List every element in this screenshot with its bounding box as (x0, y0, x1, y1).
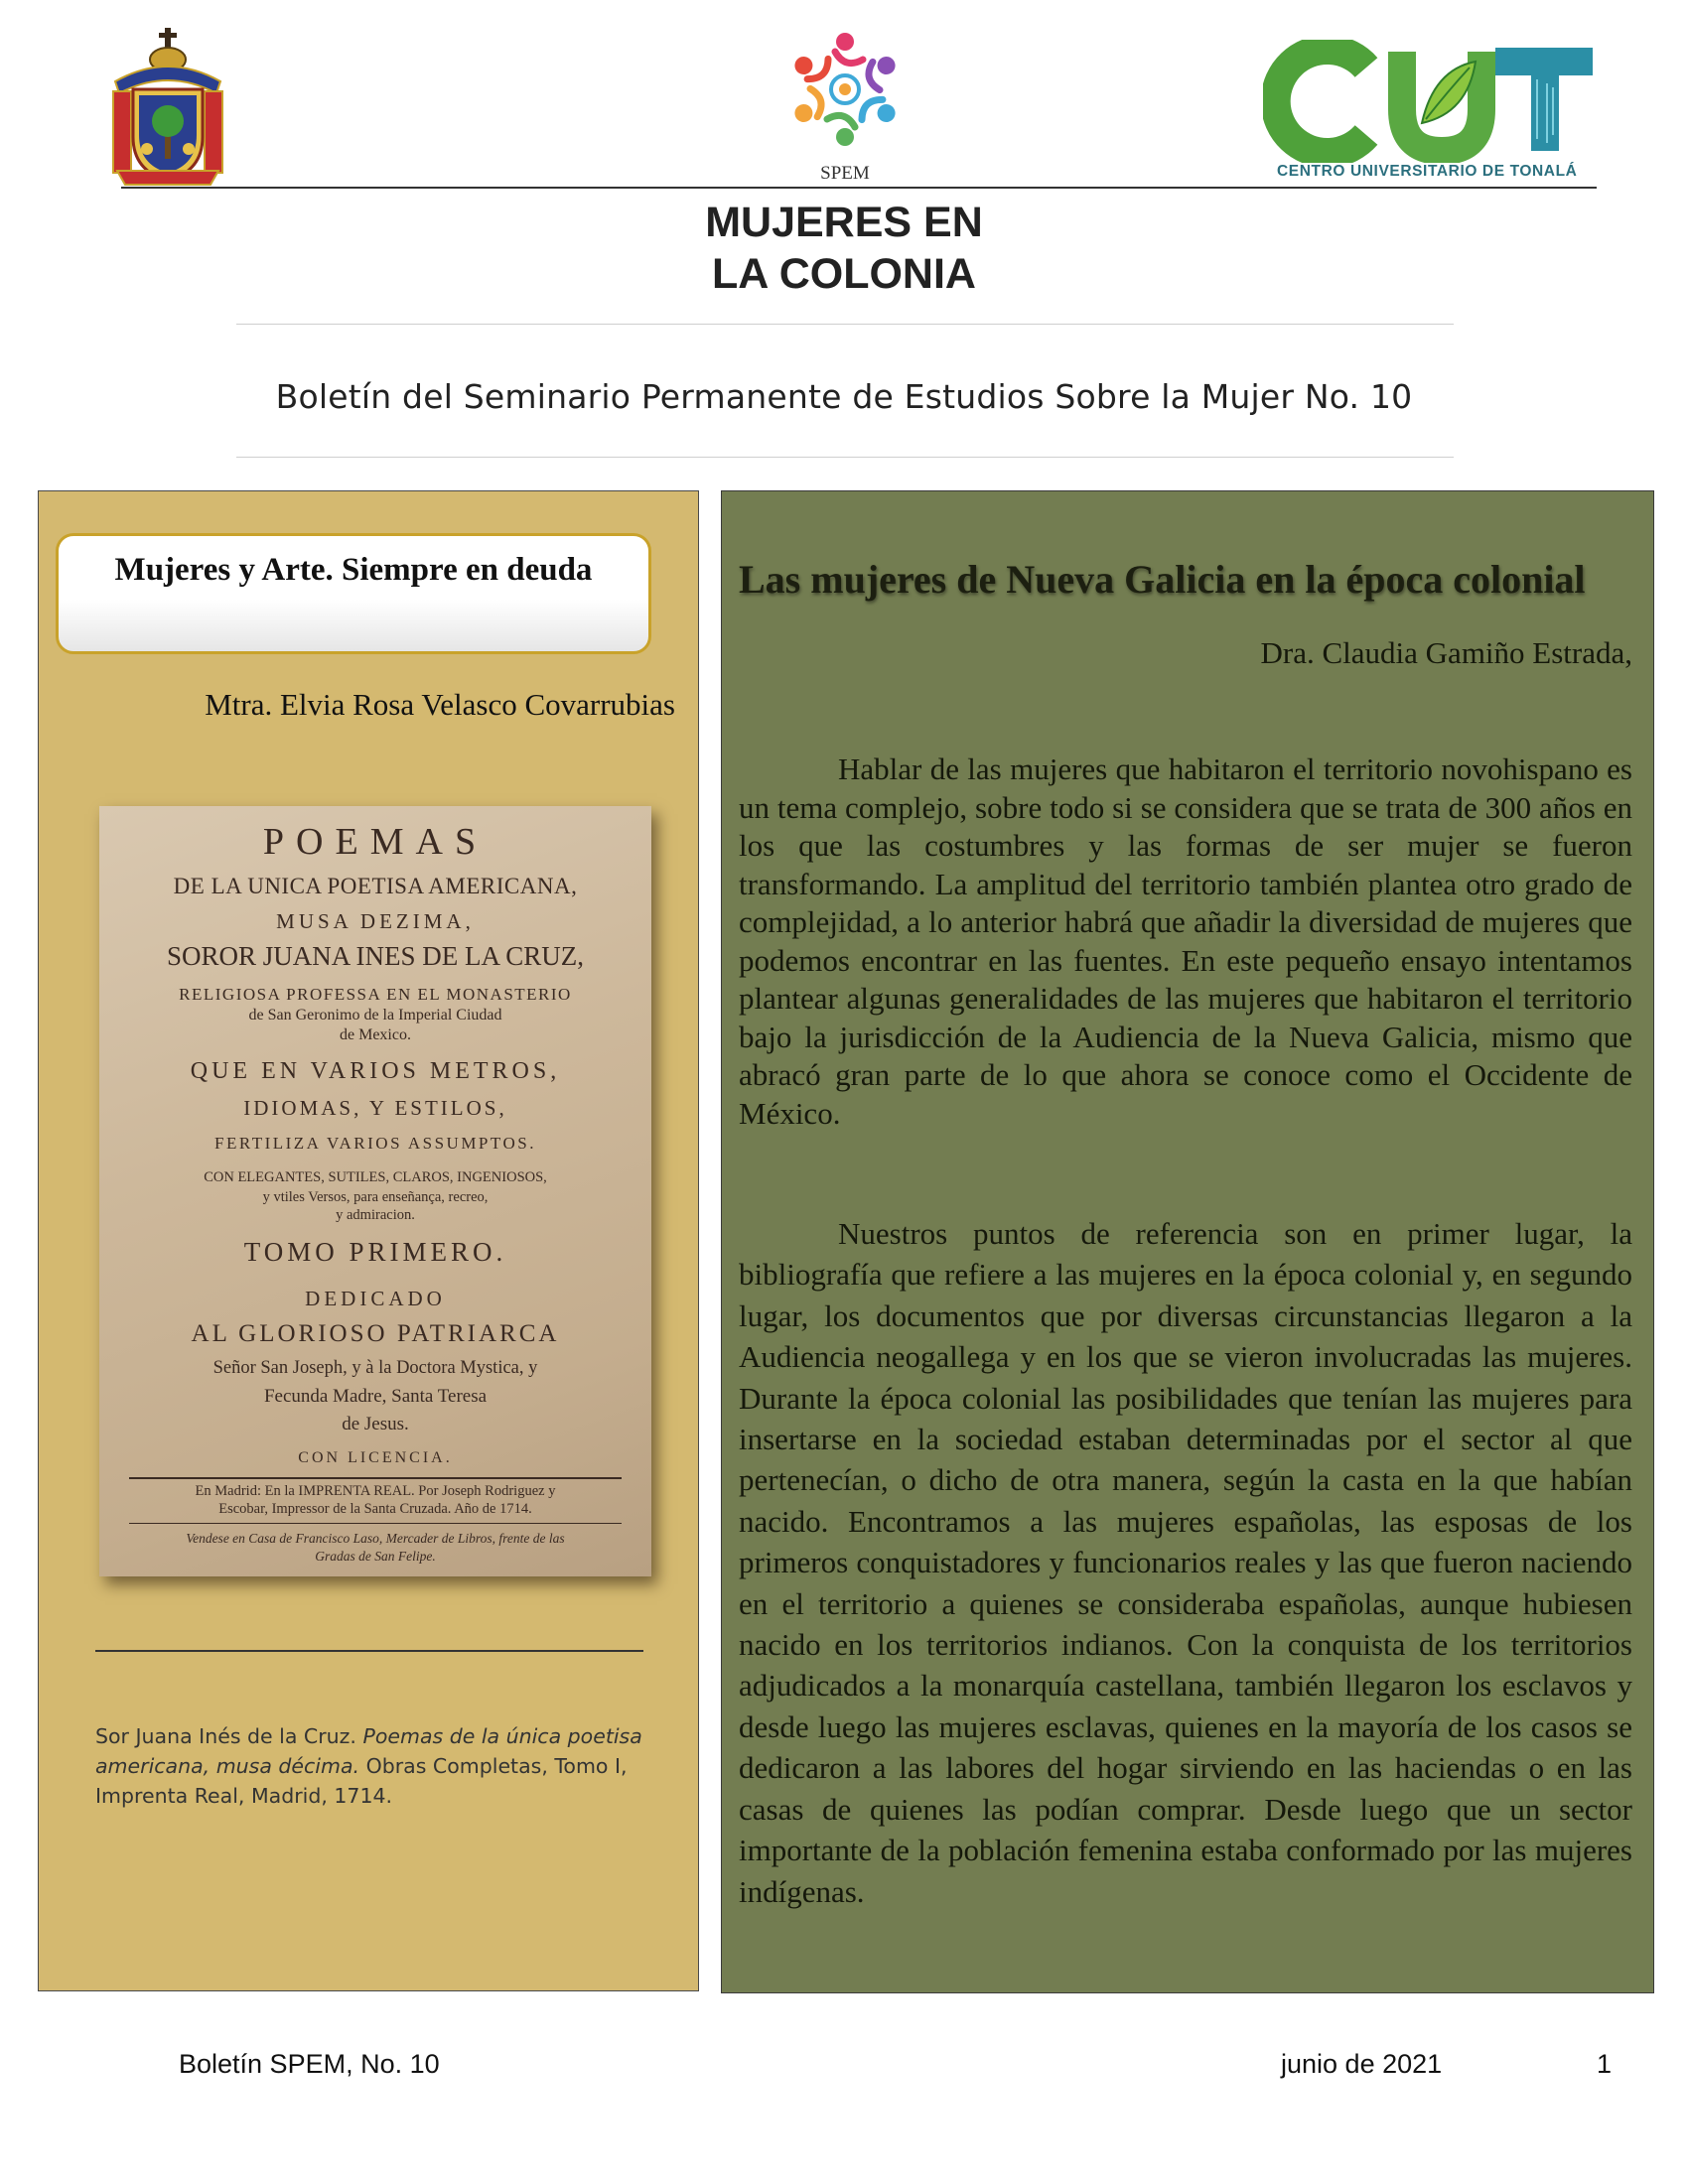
title-line-1: MUJERES EN (705, 199, 983, 246)
cover-line: TOMO PRIMERO. (243, 1237, 507, 1267)
title-divider-top (236, 324, 1454, 325)
cover-line: MUSA DEZIMA, (276, 909, 475, 933)
cover-line: RELIGIOSA PROFESSA EN EL MONASTERIO (179, 985, 572, 1004)
left-author: Mtra. Elvia Rosa Velasco Covarrubias (205, 687, 675, 722)
article-paragraph-1: Hablar de las mujeres que habitaron el territorio novohispano es un tema complejo, sobre todo si se considera que se trata de 300 años en los que las costumbres y las formas de ser mujer se fueron transformando. La amplitud del territorio también plantea otro grado de complejidad, a lo anterior habrá que añadir la diversidad de mujeres que podemos encontrar en las fuentes. En este pequeño ensayo intentamos plantear algunas generalidades de las mujeres que habitaron el territorio bajo la jurisdicción de la Audiencia de la Nueva Galicia, mismo que abracó gran parte de lo que ahora se conoce como el Occidente de México. (739, 751, 1632, 1131)
cover-line: y admiracion. (336, 1207, 415, 1223)
spem-logo (771, 28, 919, 187)
header-divider (121, 187, 1597, 189)
footer-bulletin-label: Boletín SPEM, No. 10 (179, 2049, 440, 2079)
cover-line: CON ELEGANTES, SUTILES, CLAROS, INGENIOSOS, (204, 1169, 547, 1185)
cover-line: IDIOMAS, Y ESTILOS, (243, 1096, 507, 1120)
cover-line: POEMAS (262, 821, 489, 863)
cut-leaf-logo-icon (1263, 40, 1601, 163)
spem-label: SPEM (820, 163, 870, 184)
article-author: Dra. Claudia Gamiño Estrada, (1260, 635, 1632, 670)
cover-line: QUE EN VARIOS METROS, (190, 1058, 561, 1084)
cut-logo (1263, 40, 1601, 187)
cover-line: AL GLORIOSO PATRIARCA (191, 1320, 560, 1347)
cover-line: DE LA UNICA POETISA AMERICANA, (173, 874, 578, 898)
bulletin-subtitle: Boletín del Seminario Permanente de Estudios Sobre la Mujer No. 10 (275, 377, 1413, 416)
book-cover-caption (95, 1721, 651, 1811)
cover-line: de San Geronimo de la Imperial Ciudad (248, 1007, 502, 1024)
cover-line: Fecunda Madre, Santa Teresa (263, 1386, 488, 1407)
cover-line: SOROR JUANA INES DE LA CRUZ, (166, 941, 585, 971)
article-paragraph-2: Nuestros puntos de referencia son en primer lugar, la bibliografía que refiere a las mujeres en la época colonial y, en segundo lugar, los documentos que por diversas circunstancias llegaron a la Audiencia neogallega y en los que se vieron involucradas las mujeres. Durante la época colonial las posibilidades que tenían las mujeres para insertarse en la sociedad estaban determinadas por el sector al que pertenecían, o dicho de otra manera, según la casta en la que habían nacido. Encontramos a las mujeres españolas, las esposas de los primeros conquistadores y funcionarios reales y las que fueron naciendo en el territorio a quienes se consideraba españolas, aunque hubiesen nacido en los territorios indianos. Con la conquista de los territorios adjudicados a la monarquía castellana, también llegaron los esclavos y desde luego las mujeres esclavas, quienes en la mayoría de los casos se dedicaron a las labores del hogar sirviendo en las haciendas o en las casas de quienes las podían comprar. Desde luego que un sector importante de la población femenina estaba conformado por las mujeres indígenas. (739, 1216, 1632, 1909)
spem-people-circle-icon (771, 28, 919, 159)
title-line-2: LA COLONIA (712, 250, 976, 298)
callout-title: Mujeres y Arte. Siempre en deuda (114, 552, 593, 588)
cover-line: Vendese en Casa de Francisco Laso, Mercader de Libros, frente de las (186, 1531, 565, 1546)
page-number: 1 (1597, 2049, 1613, 2079)
cover-line: de Jesus. (342, 1414, 409, 1434)
caption-title: Poemas de la única poetisa americana, musa décima. (95, 1724, 642, 1778)
cover-line: Señor San Joseph, y à la Doctora Mystica, y (212, 1358, 538, 1378)
cover-line: En Madrid: En la IMPRENTA REAL. Por Joseph Rodriguez y (195, 1483, 556, 1499)
cover-line: Gradas de San Felipe. (315, 1549, 436, 1564)
cut-caption: CENTRO UNIVERSITARIO DE TONALÁ (1277, 163, 1578, 180)
book-cover-image (99, 806, 651, 1576)
caption-divider (95, 1650, 643, 1652)
article-title: Las mujeres de Nueva Galicia en la época colonial (739, 557, 1586, 602)
caption-text: Obras Completas, Tomo I, Imprenta Real, Madrid, 1714. (95, 1754, 628, 1808)
cover-rule (129, 1477, 622, 1479)
cover-line: y vtiles Versos, para enseñança, recreo, (262, 1189, 489, 1205)
bulletin-title (496, 197, 1192, 300)
cover-line: Escobar, Impressor de la Santa Cruzada. Año de 1714. (218, 1501, 532, 1517)
cover-line: FERTILIZA VARIOS ASSUMPTOS. (214, 1134, 536, 1153)
cover-line: CON LICENCIA. (298, 1449, 453, 1466)
footer-date: junio de 2021 (1281, 2049, 1443, 2079)
university-crest-logo (107, 26, 228, 187)
cover-line: de Mexico. (340, 1026, 411, 1043)
university-crest-icon (107, 26, 228, 187)
caption-text: Sor Juana Inés de la Cruz. (95, 1724, 363, 1748)
title-divider-bottom (236, 457, 1454, 458)
cover-line: DEDICADO (305, 1287, 446, 1310)
cover-rule (129, 1523, 622, 1524)
